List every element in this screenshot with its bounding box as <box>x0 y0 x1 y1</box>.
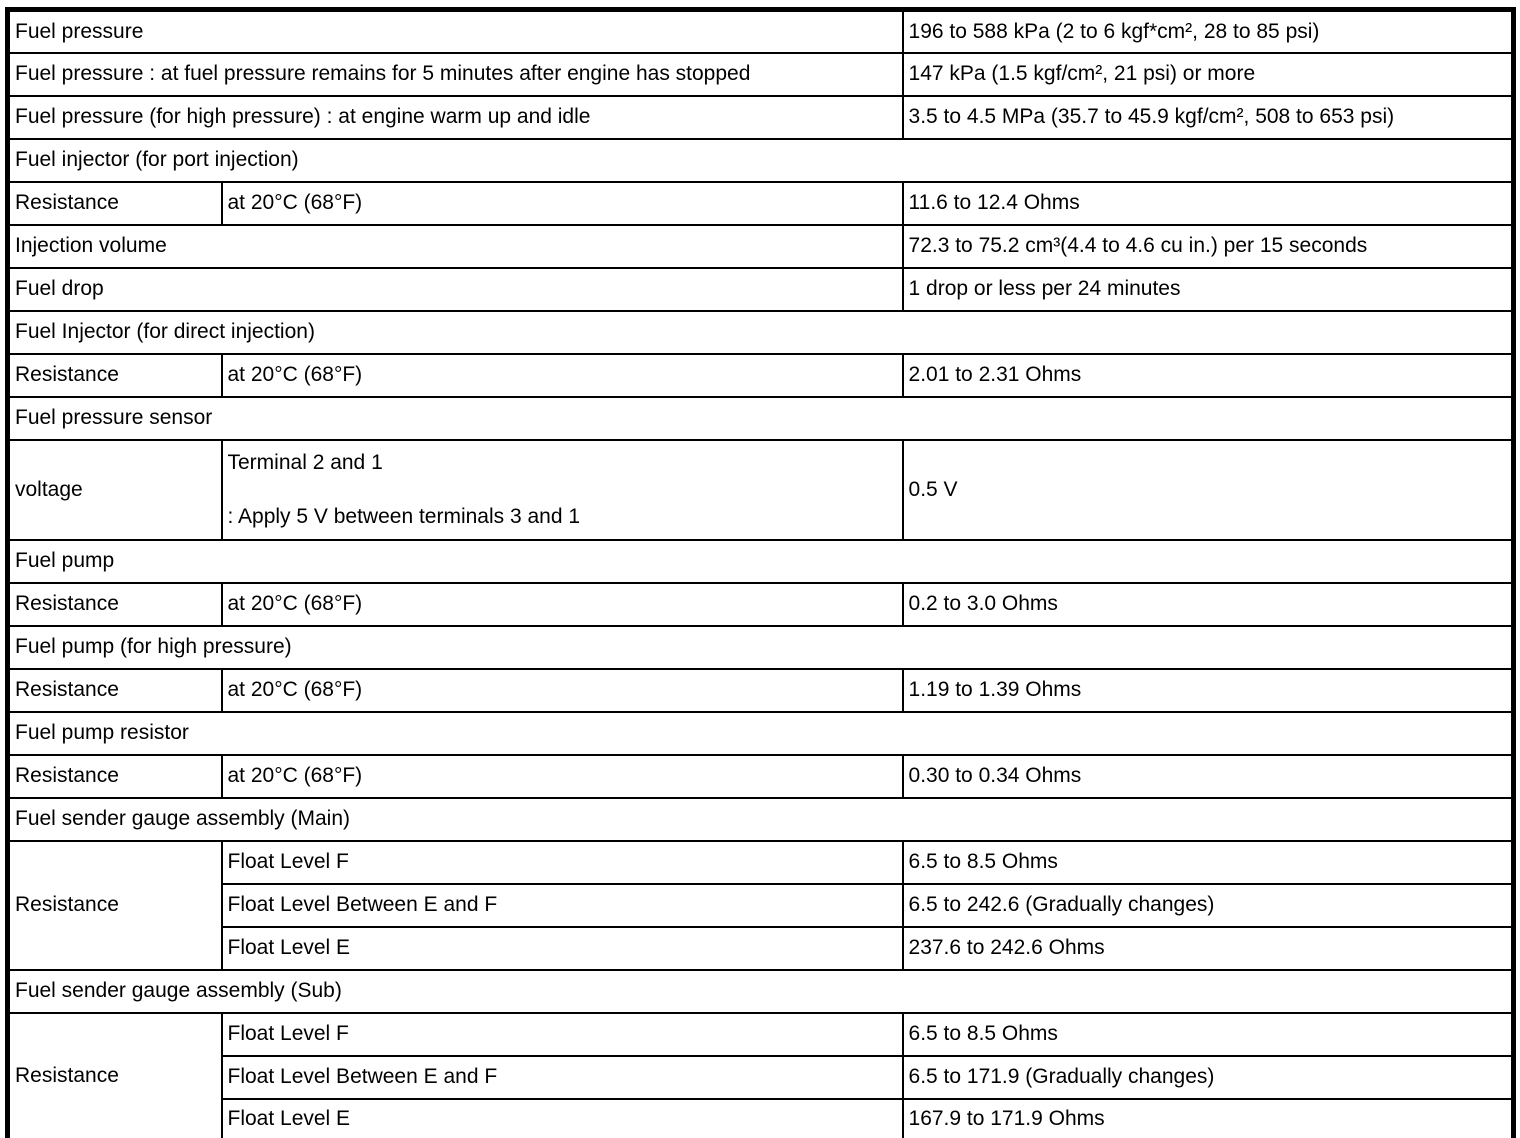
spec-condition: at 20°C (68°F) <box>222 182 903 225</box>
spec-condition <box>222 440 903 540</box>
section-header: Fuel sender gauge assembly (Main) <box>8 798 1514 841</box>
section-row-sender-main <box>8 798 1514 841</box>
spec-value: 6.5 to 242.6 (Gradually changes) <box>903 884 1514 927</box>
spec-value: 196 to 588 kPa (2 to 6 kgf*cm², 28 to 85 psi) <box>903 10 1514 53</box>
spec-value: 6.5 to 171.9 (Gradually changes) <box>903 1056 1514 1099</box>
table-row-sender-sub-float-f <box>8 1013 1514 1056</box>
section-row-fuel-pressure-sensor <box>8 397 1514 440</box>
spec-value: 1 drop or less per 24 minutes <box>903 268 1514 311</box>
section-row-sender-sub <box>8 970 1514 1013</box>
section-row-fuel-pump <box>8 540 1514 583</box>
spec-value: 2.01 to 2.31 Ohms <box>903 354 1514 397</box>
spec-condition: at 20°C (68°F) <box>222 354 903 397</box>
spec-value: 167.9 to 171.9 Ohms <box>903 1099 1514 1138</box>
spec-value: 6.5 to 8.5 Ohms <box>903 1013 1514 1056</box>
voltage-condition-line1: Terminal 2 and 1 <box>227 450 383 474</box>
table-row-pressure-sensor-voltage <box>8 440 1514 540</box>
spec-condition: at 20°C (68°F) <box>222 583 903 626</box>
spec-condition: Float Level Between E and F <box>222 1056 903 1099</box>
spec-condition: Float Level Between E and F <box>222 884 903 927</box>
section-row-fuel-pump-resistor <box>8 712 1514 755</box>
spec-value: 237.6 to 242.6 Ohms <box>903 927 1514 970</box>
table-row-fuel-pump-high-resistance <box>8 669 1514 712</box>
table-row-sender-main-float-e <box>8 927 1514 970</box>
voltage-condition-lines <box>228 451 897 529</box>
spec-label: Resistance <box>8 755 222 798</box>
table-row-sender-sub-float-e <box>8 1099 1514 1138</box>
spec-label: Resistance <box>8 1013 222 1138</box>
table-row-fuel-pressure <box>8 10 1514 53</box>
table-row-injection-volume <box>8 225 1514 268</box>
spec-condition: at 20°C (68°F) <box>222 755 903 798</box>
section-header: Fuel Injector (for direct injection) <box>8 311 1514 354</box>
section-header: Fuel injector (for port injection) <box>8 139 1514 182</box>
spec-value: 0.5 V <box>903 440 1514 540</box>
table-row-sender-sub-float-between <box>8 1056 1514 1099</box>
spec-condition: Float Level F <box>222 841 903 884</box>
section-row-fuel-pump-high <box>8 626 1514 669</box>
spec-value: 0.30 to 0.34 Ohms <box>903 755 1514 798</box>
table-row-fuel-pump-resistance <box>8 583 1514 626</box>
section-row-port-injector <box>8 139 1514 182</box>
spec-condition: at 20°C (68°F) <box>222 669 903 712</box>
spec-label: voltage <box>8 440 222 540</box>
fuel-system-spec-table <box>5 7 1516 1138</box>
table-row-sender-main-float-between <box>8 884 1514 927</box>
section-header: Fuel pump (for high pressure) <box>8 626 1514 669</box>
section-header: Fuel pressure sensor <box>8 397 1514 440</box>
spec-value: 6.5 to 8.5 Ohms <box>903 841 1514 884</box>
spec-label: Fuel pressure <box>8 10 903 53</box>
spec-label: Resistance <box>8 669 222 712</box>
spec-label: Resistance <box>8 841 222 970</box>
section-header: Fuel pump <box>8 540 1514 583</box>
spec-value: 0.2 to 3.0 Ohms <box>903 583 1514 626</box>
table-row-fuel-pressure-high <box>8 96 1514 139</box>
spec-label: Fuel pressure : at fuel pressure remains for 5 minutes after engine has stopped <box>8 53 903 96</box>
table-row-fuel-pump-resistor-resistance <box>8 755 1514 798</box>
spec-value: 1.19 to 1.39 Ohms <box>903 669 1514 712</box>
spec-label: Fuel drop <box>8 268 903 311</box>
spec-condition: Float Level F <box>222 1013 903 1056</box>
spec-value: 72.3 to 75.2 cm³(4.4 to 4.6 cu in.) per 15 seconds <box>903 225 1514 268</box>
spec-value: 11.6 to 12.4 Ohms <box>903 182 1514 225</box>
section-header: Fuel pump resistor <box>8 712 1514 755</box>
section-row-direct-injector <box>8 311 1514 354</box>
spec-value: 147 kPa (1.5 kgf/cm², 21 psi) or more <box>903 53 1514 96</box>
spec-label: Injection volume <box>8 225 903 268</box>
spec-label: Fuel pressure (for high pressure) : at engine warm up and idle <box>8 96 903 139</box>
section-header: Fuel sender gauge assembly (Sub) <box>8 970 1514 1013</box>
spec-label: Resistance <box>8 354 222 397</box>
spec-condition: Float Level E <box>222 927 903 970</box>
table-row-sender-main-float-f <box>8 841 1514 884</box>
spec-label: Resistance <box>8 182 222 225</box>
table-row-direct-injector-resistance <box>8 354 1514 397</box>
spec-condition: Float Level E <box>222 1099 903 1138</box>
spec-value: 3.5 to 4.5 MPa (35.7 to 45.9 kgf/cm², 508 to 653 psi) <box>903 96 1514 139</box>
spec-label: Resistance <box>8 583 222 626</box>
table-row-port-injector-resistance <box>8 182 1514 225</box>
voltage-condition-line2: : Apply 5 V between terminals 3 and 1 <box>227 504 581 528</box>
table-row-fuel-drop <box>8 268 1514 311</box>
table-row-fuel-pressure-after-stop <box>8 53 1514 96</box>
